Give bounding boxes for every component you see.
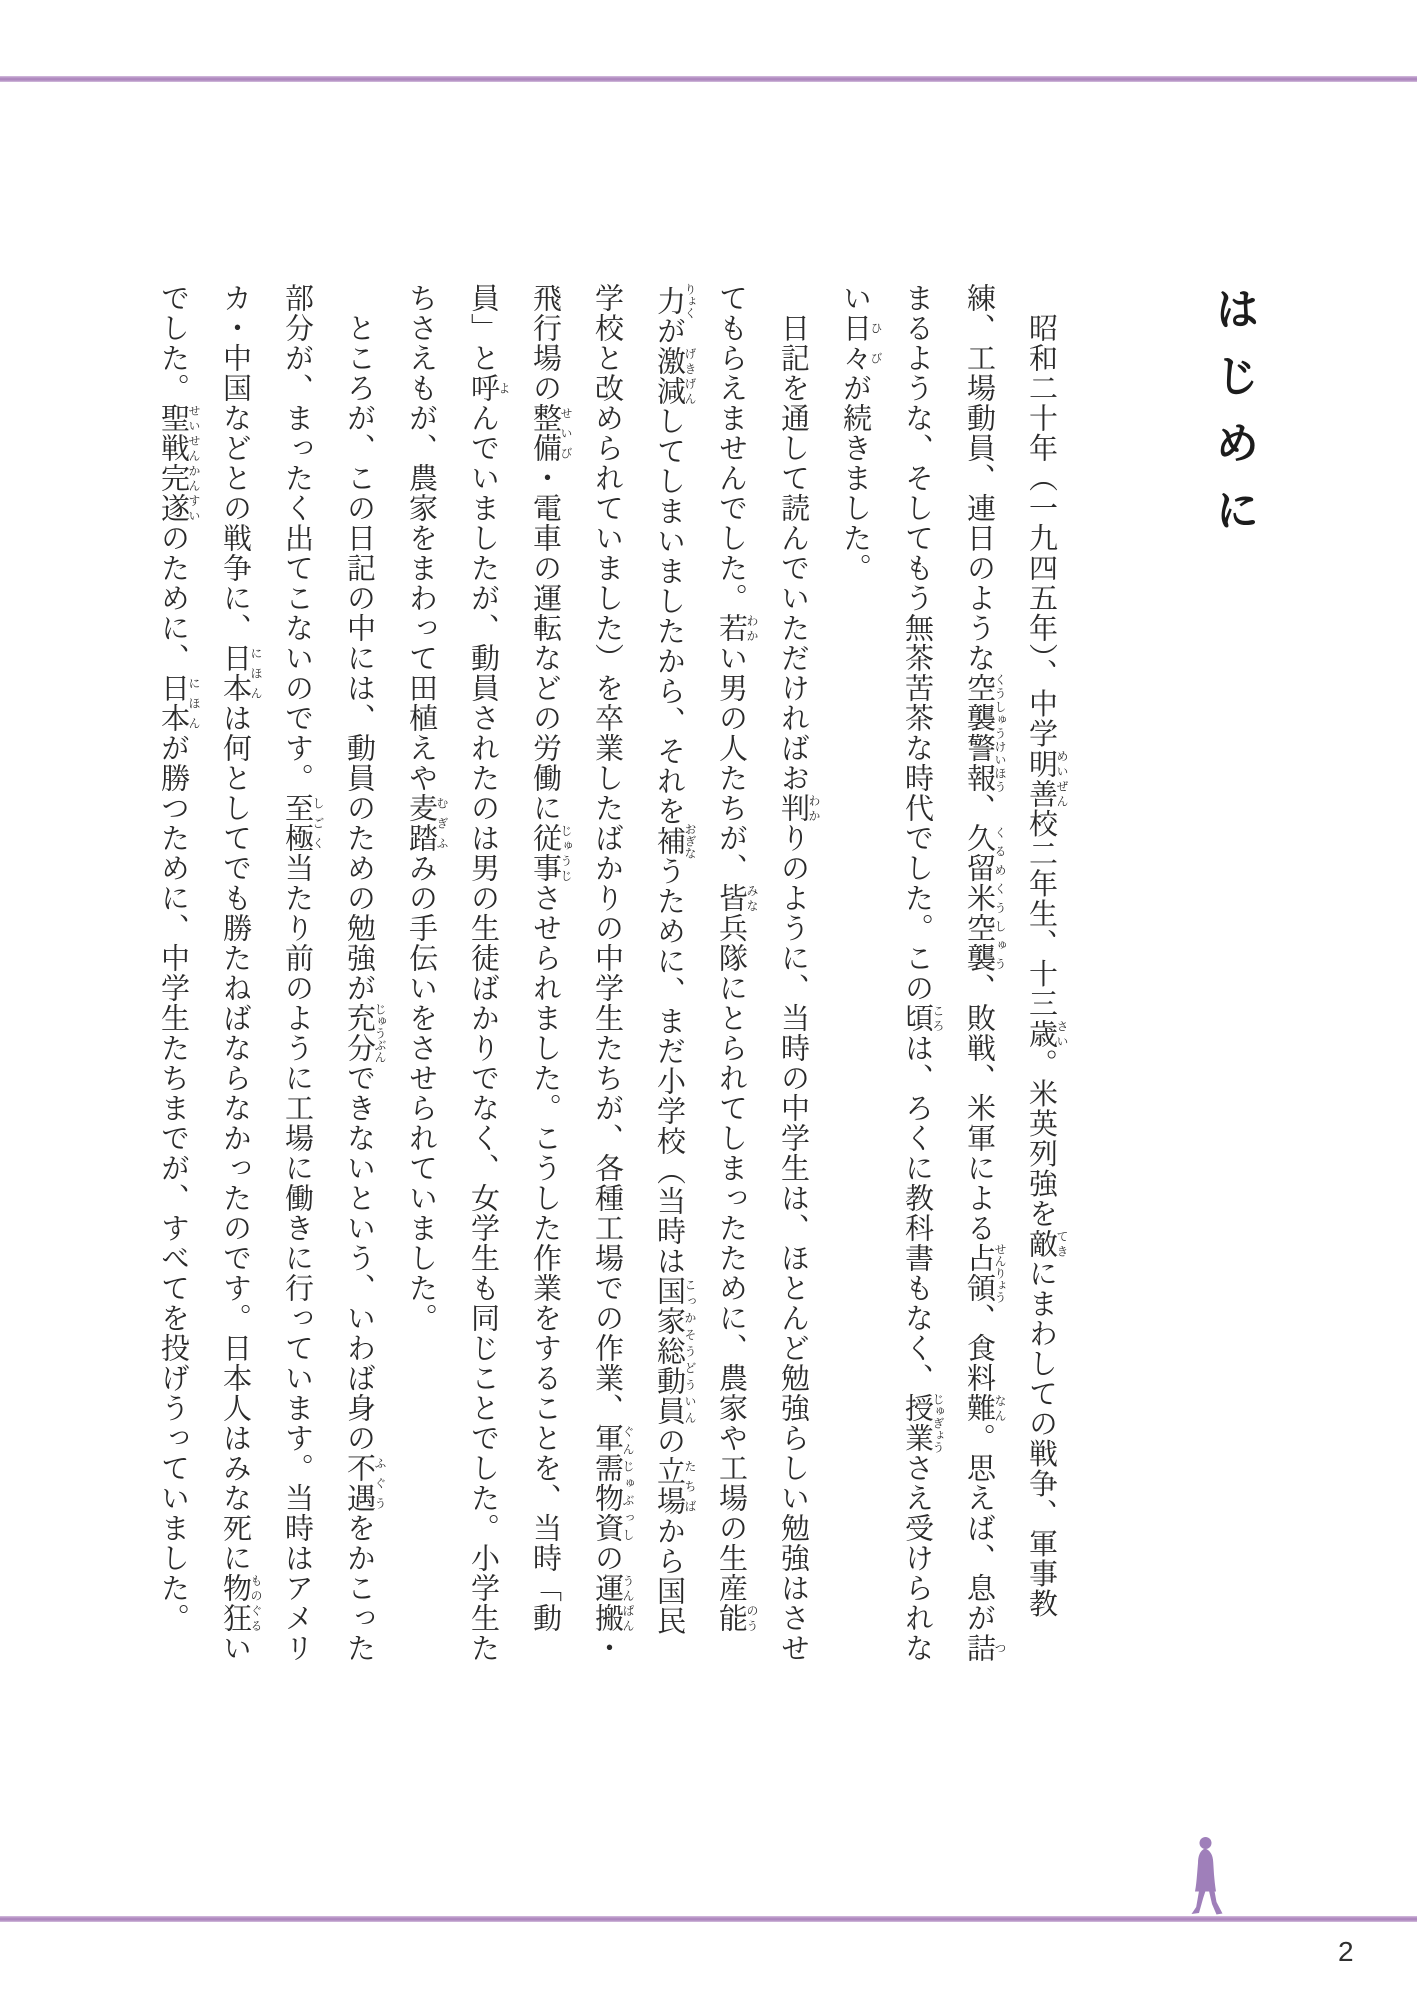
paragraph: 昭和二十年（一九四五年）、中学明善めいぜん校二年生、十三歳さい。米英列強を敵てきにまわしての戦争、軍事教練、工場動員、連日のような空襲警報くうしゅうけいほう、久留米空襲くるめくうしゅう、敗戦、米軍による占領せんりょう、食料難なん。思えば、息が詰つまるような、そしてもう無茶苦茶な時代でした。この頃ころは、ろくに教科書もなく、授業じゅぎょうさえ受けられない日々ひびが続きました。 — [839, 283, 1069, 1663]
body-text — [142, 283, 1072, 1663]
bottom-rule — [0, 1916, 1417, 1922]
walking-person-icon — [1188, 1836, 1230, 1916]
paragraph: ところが、この日記の中には、動員のための勉強が充分じゅうぶんできないという、いわば身の不遇ふぐうをかこった部分が、まったく出てこないのです。至極しごく当たり前のように工場に働きに行っています。当時はアメリカ・中国などとの戦争に、日本にほんは何としてでも勝たねばならなかったのです。日本人はみな死に物狂ものぐるいでした。聖戦完遂せいせんかんすいのために、日本にほんが勝つために、中学生たちまでが、すべてを投げうっていました。 — [157, 283, 387, 1663]
top-rule — [0, 76, 1417, 82]
page-title: はじめに — [1208, 286, 1258, 554]
page-number: 2 — [1338, 1936, 1354, 1967]
paragraph: 日記を通して読んでいただければお判わかりのように、当時の中学生は、ほとんど勉強らしい勉強はさせてもらえませんでした。若わかい男の人たちが、皆みな兵隊にとられてしまったために、農家や工場の生産能のう力りょくが激減げきげんしてしまいましたから、それを補おぎなうために、まだ小学校（当時は国家総動員こっかそうどういんの立場たちばから国民学校と改められていました）を卒業したばかりの中学生たちが、各種工場での作業、軍需物資ぐんじゅぶっしの運搬うんぱん・飛行場の整備せいび・電車の運転などの労働に従事じゅうじさせられました。こうした作業をすることを、当時「動員」と呼よんでいましたが、動員されたのは男の生徒ばかりでなく、女学生も同じことでした。小学生たちさえもが、農家をまわって田植えや麦踏むぎふみの手伝いをさせられていました。 — [405, 283, 821, 1663]
